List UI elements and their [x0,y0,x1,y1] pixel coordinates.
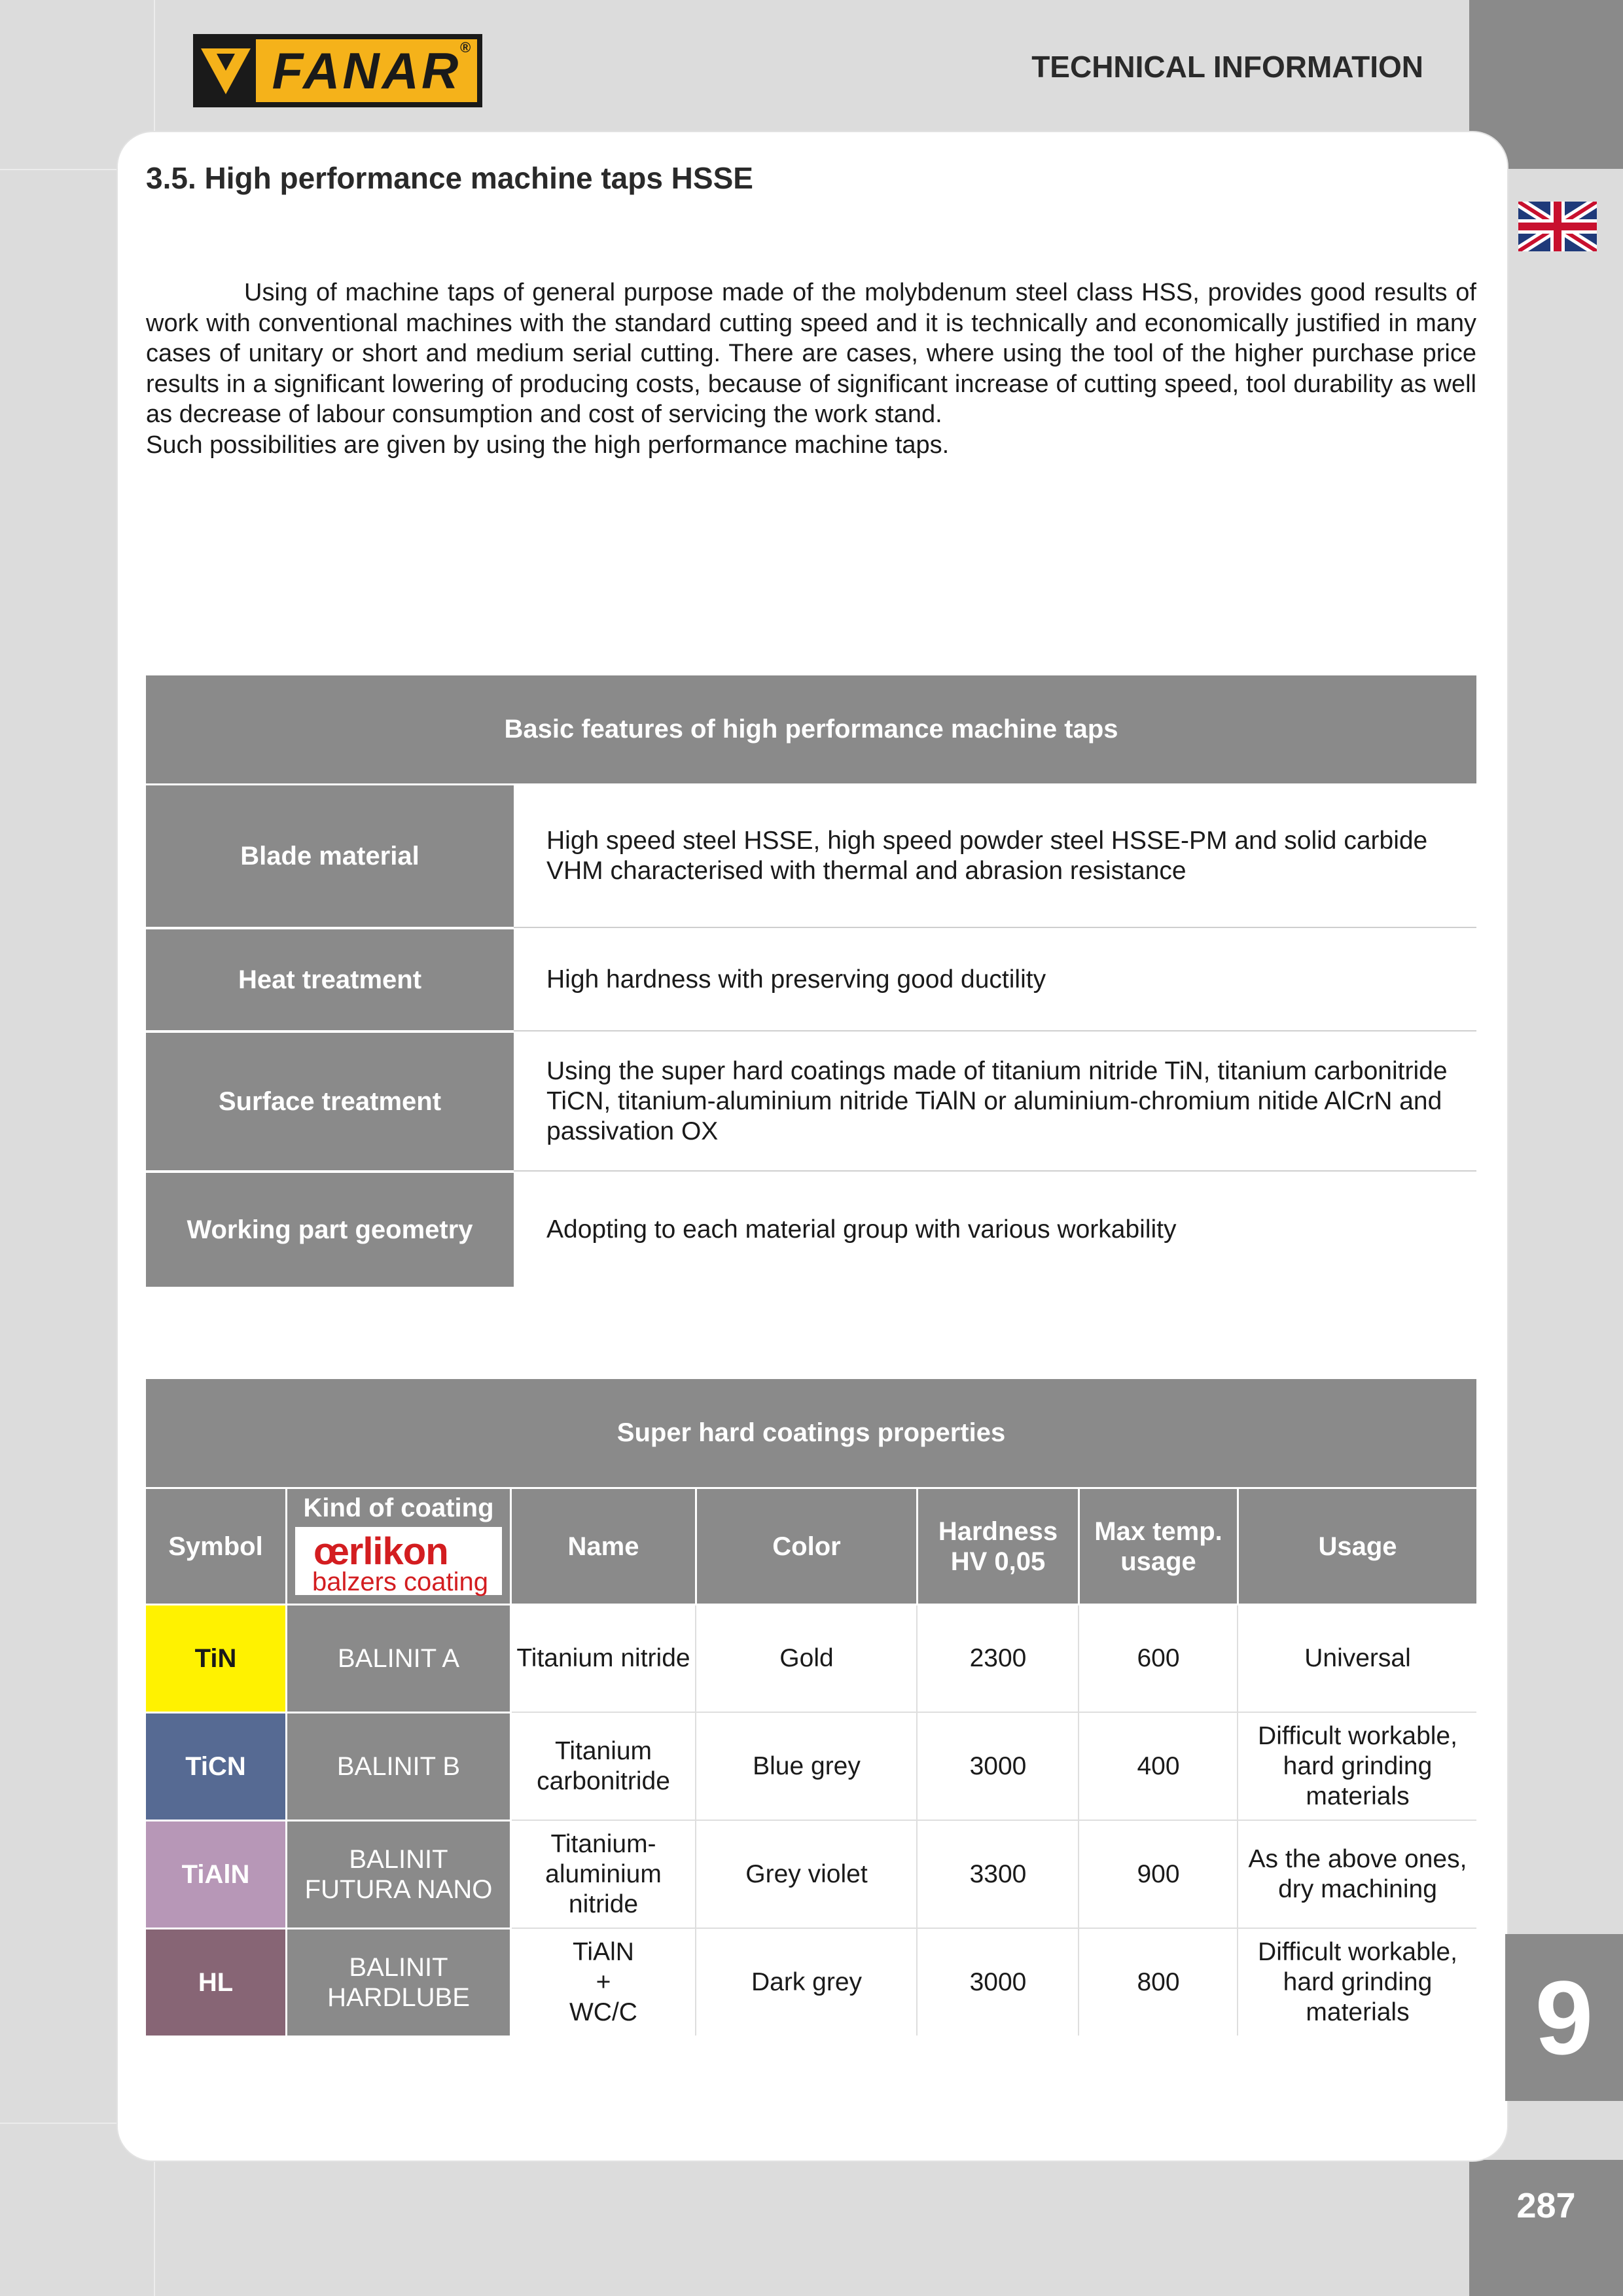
coating-cell-usage: Difficult workable, hard grinding materials [1258,1722,1457,1810]
coating-cell-hardness: 2300 [969,1644,1027,1672]
coating-cell-symbol: TiAlN [146,1821,285,1928]
coating-row-divider [512,1712,1476,1713]
features-row-blade-material [146,785,1476,927]
coating-cell-hardness: 3000 [969,1968,1027,1996]
header-name: Name [512,1489,695,1604]
frame-line-top [0,169,118,170]
coating-cell-symbol: HL [146,1929,285,2036]
intro-text [146,278,1476,460]
header-max-temp: Max temp. usage [1080,1489,1237,1604]
coating-cell-hardness: 3300 [969,1860,1027,1888]
coating-cell-color: Gold [779,1644,834,1672]
features-row-heat-treatment [146,929,1476,1030]
coating-cell-kind: BALINIT FUTURA NANO [287,1821,510,1928]
uk-flag-icon[interactable] [1518,202,1597,251]
features-row-label: Surface treatment [146,1033,514,1170]
features-row-divider [514,927,1476,928]
coating-cell-max-temp: 800 [1137,1968,1180,1996]
header-color: Color [697,1489,916,1604]
features-row-label: Working part geometry [146,1173,514,1287]
coating-cell-color: Blue grey [753,1752,861,1780]
coating-cell-color: Grey violet [745,1860,868,1888]
coating-cell-symbol: TiCN [146,1713,285,1820]
features-row-working-part-geometry [146,1173,1476,1287]
coating-col-divider [695,1605,696,2036]
section-label: TECHNICAL INFORMATION [1031,50,1423,84]
coating-cell-usage: Universal [1304,1644,1411,1672]
header-symbol: Symbol [146,1489,285,1604]
coating-cell-hardness: 3000 [969,1752,1027,1780]
coating-col-divider [1237,1605,1238,2036]
fanar-logo-text: FANAR [272,41,461,99]
features-row-label: Blade material [146,785,514,927]
coating-cell-kind: BALINIT A [287,1605,510,1712]
balzers-logo-text: balzers coating [312,1568,489,1596]
fanar-logo [193,34,482,107]
coating-cell-kind: BALINIT HARDLUBE [287,1929,510,2036]
coating-cell-name: Titanium-aluminium nitride [545,1830,662,1918]
intro-paragraph-1: Using of machine taps of general purpose made of the molybdenum steel class HSS, provides good results of work with conventional machines with the standard cutting speed and it is technically and economically justified in many cases of unitary or short and medium serial cutting. There are cases, where using the tool of the higher purchase price results in a significant lowering of producing costs, because of significant increase of cutting speed, tool durability as well as decrease of labour consumption and cost of servicing the work stand. [146,279,1476,428]
coating-cell-name: Titanium carbonitride [537,1737,670,1795]
fanar-logo-wordmark [256,39,477,102]
fanar-v-icon [201,48,251,94]
features-table-title: Basic features of high performance machine taps [146,675,1476,783]
coating-col-divider [916,1605,918,2036]
coating-col-divider [1078,1605,1079,2036]
page-title: 3.5. High performance machine taps HSSE [146,161,753,195]
features-row-text: Adopting to each material group with various workability [546,1215,1177,1244]
header-kind-label: Kind of coating [303,1494,494,1522]
coating-cell-max-temp: 900 [1137,1860,1180,1888]
coating-cell-kind: BALINIT B [287,1713,510,1820]
features-row-label: Heat treatment [146,929,514,1030]
features-row-divider [514,1170,1476,1172]
intro-paragraph-2: Such possibilities are given by using the high performance machine taps. [146,431,950,459]
coating-cell-symbol: TiN [146,1605,285,1712]
header-hardness: Hardness HV 0,05 [918,1489,1078,1604]
coating-cell-max-temp: 400 [1137,1752,1180,1780]
features-row-divider [514,1030,1476,1031]
coatings-table-title: Super hard coatings properties [146,1379,1476,1487]
features-row-text: High speed steel HSSE, high speed powder steel HSSE-PM and solid carbide VHM characterised with thermal and abrasion resistance [546,827,1428,885]
features-row-text: Using the super hard coatings made of titanium nitride TiN, titanium carbonitride TiCN, titanium-aluminium nitride TiAlN or aluminium-chromium nitide AlCrN and passivation OX [546,1057,1448,1145]
frame-line-bottom [0,2123,118,2124]
oerlikon-logo-text: œrlikon [313,1530,448,1573]
features-row-text: High hardness with preserving good ductility [546,965,1046,994]
coating-cell-max-temp: 600 [1137,1644,1180,1672]
chapter-number: 9 [1505,1934,1623,2101]
header-usage: Usage [1239,1489,1476,1604]
features-row-surface-treatment [146,1033,1476,1170]
coating-cell-color: Dark grey [751,1968,863,1996]
coating-cell-name: TiAlN + WC/C [569,1938,637,2026]
coating-row-divider [512,1820,1476,1821]
coating-cell-name: Titanium nitride [516,1644,690,1672]
coating-cell-usage: Difficult workable, hard grinding materials [1258,1938,1457,2026]
oerlikon-balzers-logo [295,1527,502,1595]
coating-cell-usage: As the above ones, dry machining [1248,1845,1467,1903]
page-number: 287 [1516,2186,1576,2225]
registered-mark: ® [459,39,473,56]
coating-row-divider [512,1928,1476,1929]
